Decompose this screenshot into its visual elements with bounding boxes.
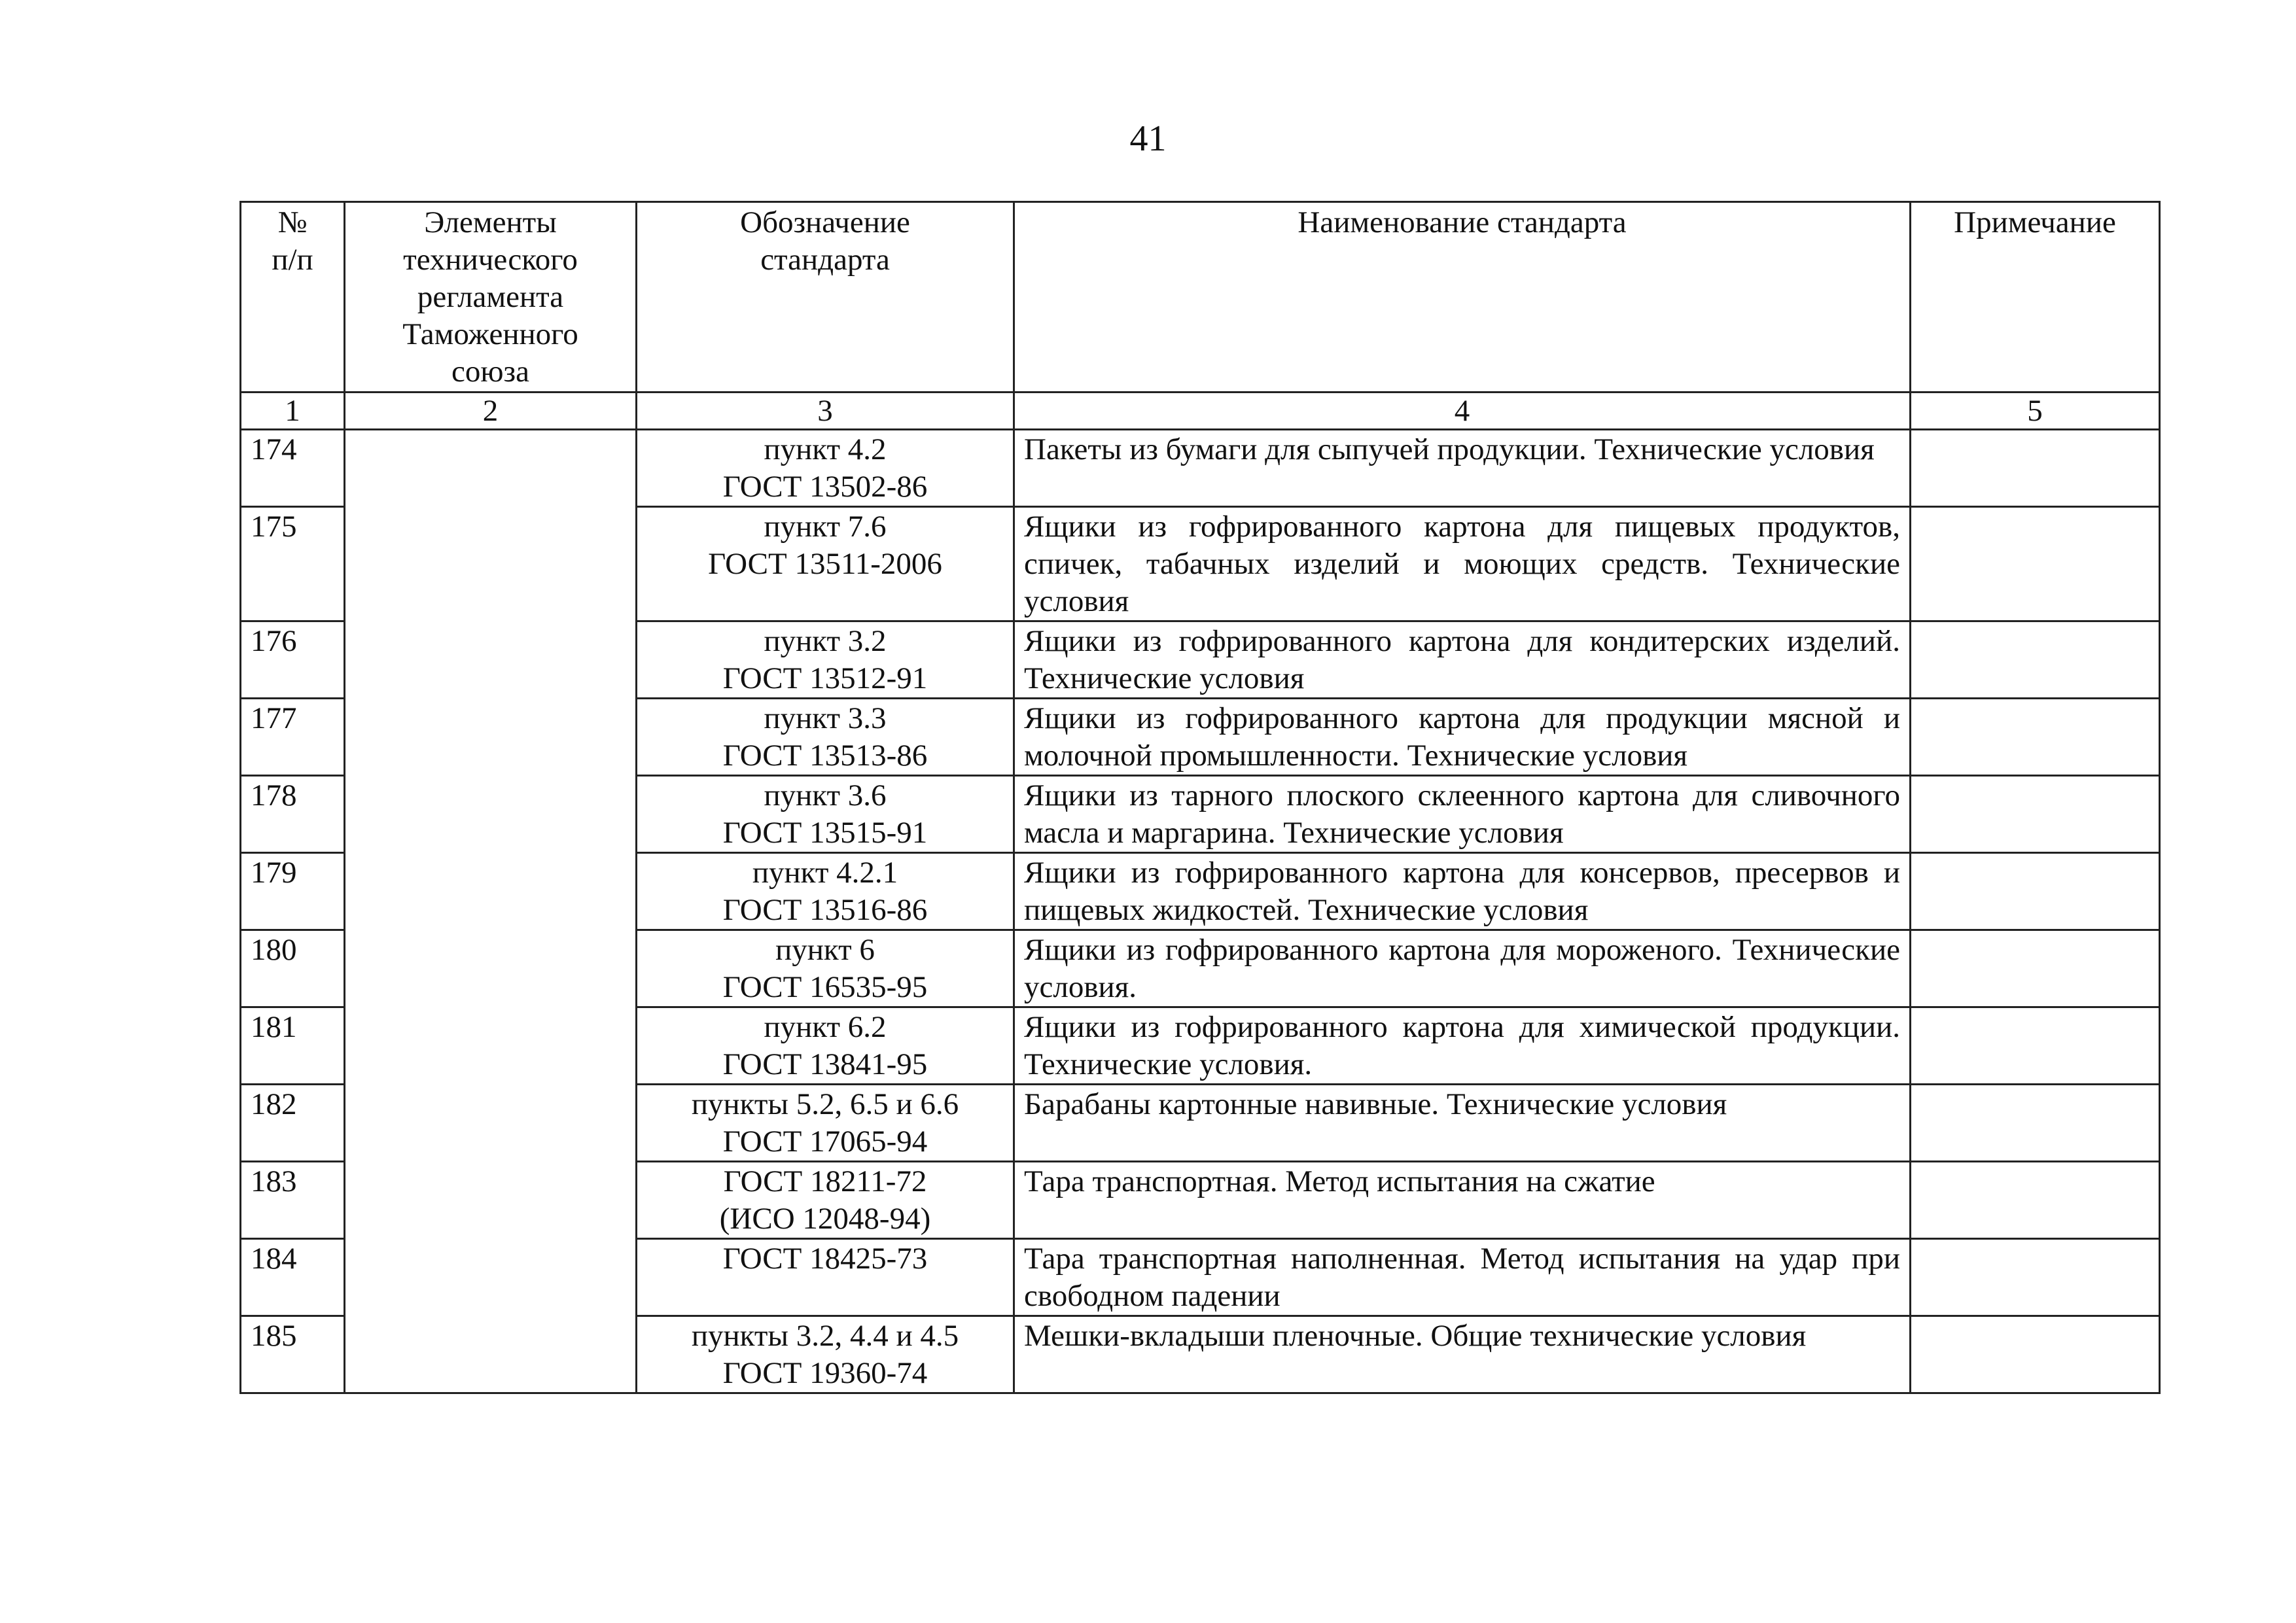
note-cell (1911, 1007, 2160, 1085)
standard-name: Тара транспортная. Метод испытания на сжатие (1014, 1162, 1911, 1239)
column-number: 5 (1911, 393, 2160, 430)
standard-name: Ящики из гофрированного картона для пищевых продуктов, спичек, табачных изделий и моющих средств. Технические условия (1014, 507, 1911, 621)
note-cell (1911, 621, 2160, 699)
column-number: 3 (637, 393, 1014, 430)
standard-designation: пункт 7.6 ГОСТ 13511-2006 (637, 507, 1014, 621)
row-number: 180 (241, 930, 345, 1007)
column-number: 2 (345, 393, 637, 430)
row-number: 181 (241, 1007, 345, 1085)
header-note: Примечание (1911, 202, 2160, 393)
header-elements: Элементы технического регламента Таможенного союза (345, 202, 637, 393)
standard-designation: пункт 6 ГОСТ 16535-95 (637, 930, 1014, 1007)
note-cell (1911, 430, 2160, 507)
row-number: 178 (241, 776, 345, 853)
row-number: 175 (241, 507, 345, 621)
note-cell (1911, 776, 2160, 853)
row-number: 179 (241, 853, 345, 930)
standards-table (239, 201, 2161, 1394)
note-cell (1911, 1316, 2160, 1393)
note-cell (1911, 930, 2160, 1007)
standard-designation: пункт 4.2.1 ГОСТ 13516-86 (637, 853, 1014, 930)
standard-designation: пункт 6.2 ГОСТ 13841-95 (637, 1007, 1014, 1085)
standard-name: Ящики из гофрированного картона для мороженого. Технические условия. (1014, 930, 1911, 1007)
standard-name: Ящики из гофрированного картона для консервов, пресервов и пищевых жидкостей. Технические условия (1014, 853, 1911, 930)
note-cell (1911, 1162, 2160, 1239)
note-cell (1911, 1085, 2160, 1162)
standard-designation: пункт 3.6 ГОСТ 13515-91 (637, 776, 1014, 853)
page-number: 41 (1129, 118, 1167, 159)
standard-designation: пункт 3.2 ГОСТ 13512-91 (637, 621, 1014, 699)
table-row (241, 430, 2160, 507)
standard-name: Тара транспортная наполненная. Метод испытания на удар при свободном падении (1014, 1239, 1911, 1316)
header-name: Наименование стандарта (1014, 202, 1911, 393)
standard-designation: пункт 4.2 ГОСТ 13502-86 (637, 430, 1014, 507)
regulation-elements-cell (345, 430, 637, 1393)
standard-name: Ящики из гофрированного картона для кондитерских изделий. Технические условия (1014, 621, 1911, 699)
row-number: 185 (241, 1316, 345, 1393)
header-designation: Обозначение стандарта (637, 202, 1014, 393)
note-cell (1911, 699, 2160, 776)
row-number: 183 (241, 1162, 345, 1239)
standard-name: Пакеты из бумаги для сыпучей продукции. Технические условия (1014, 430, 1911, 507)
standard-name: Ящики из гофрированного картона для продукции мясной и молочной промышленности. Технические условия (1014, 699, 1911, 776)
row-number: 184 (241, 1239, 345, 1316)
standard-name: Ящики из гофрированного картона для химической продукции. Технические условия. (1014, 1007, 1911, 1085)
row-number: 174 (241, 430, 345, 507)
note-cell (1911, 507, 2160, 621)
note-cell (1911, 853, 2160, 930)
header-num: № п/п (241, 202, 345, 393)
standard-designation: пункты 3.2, 4.4 и 4.5 ГОСТ 19360-74 (637, 1316, 1014, 1393)
standard-name: Ящики из тарного плоского склеенного картона для сливочного масла и маргарина. Технические условия (1014, 776, 1911, 853)
table-header-row (241, 202, 2160, 393)
column-number: 4 (1014, 393, 1911, 430)
standard-name: Барабаны картонные навивные. Технические условия (1014, 1085, 1911, 1162)
row-number: 177 (241, 699, 345, 776)
note-cell (1911, 1239, 2160, 1316)
row-number: 182 (241, 1085, 345, 1162)
standard-designation: пункты 5.2, 6.5 и 6.6 ГОСТ 17065-94 (637, 1085, 1014, 1162)
row-number: 176 (241, 621, 345, 699)
column-numbers-row (241, 393, 2160, 430)
standard-designation: ГОСТ 18425-73 (637, 1239, 1014, 1316)
standard-designation: ГОСТ 18211-72 (ИСО 12048-94) (637, 1162, 1014, 1239)
standard-name: Мешки-вкладыши пленочные. Общие технические условия (1014, 1316, 1911, 1393)
column-number: 1 (241, 393, 345, 430)
standard-designation: пункт 3.3 ГОСТ 13513-86 (637, 699, 1014, 776)
